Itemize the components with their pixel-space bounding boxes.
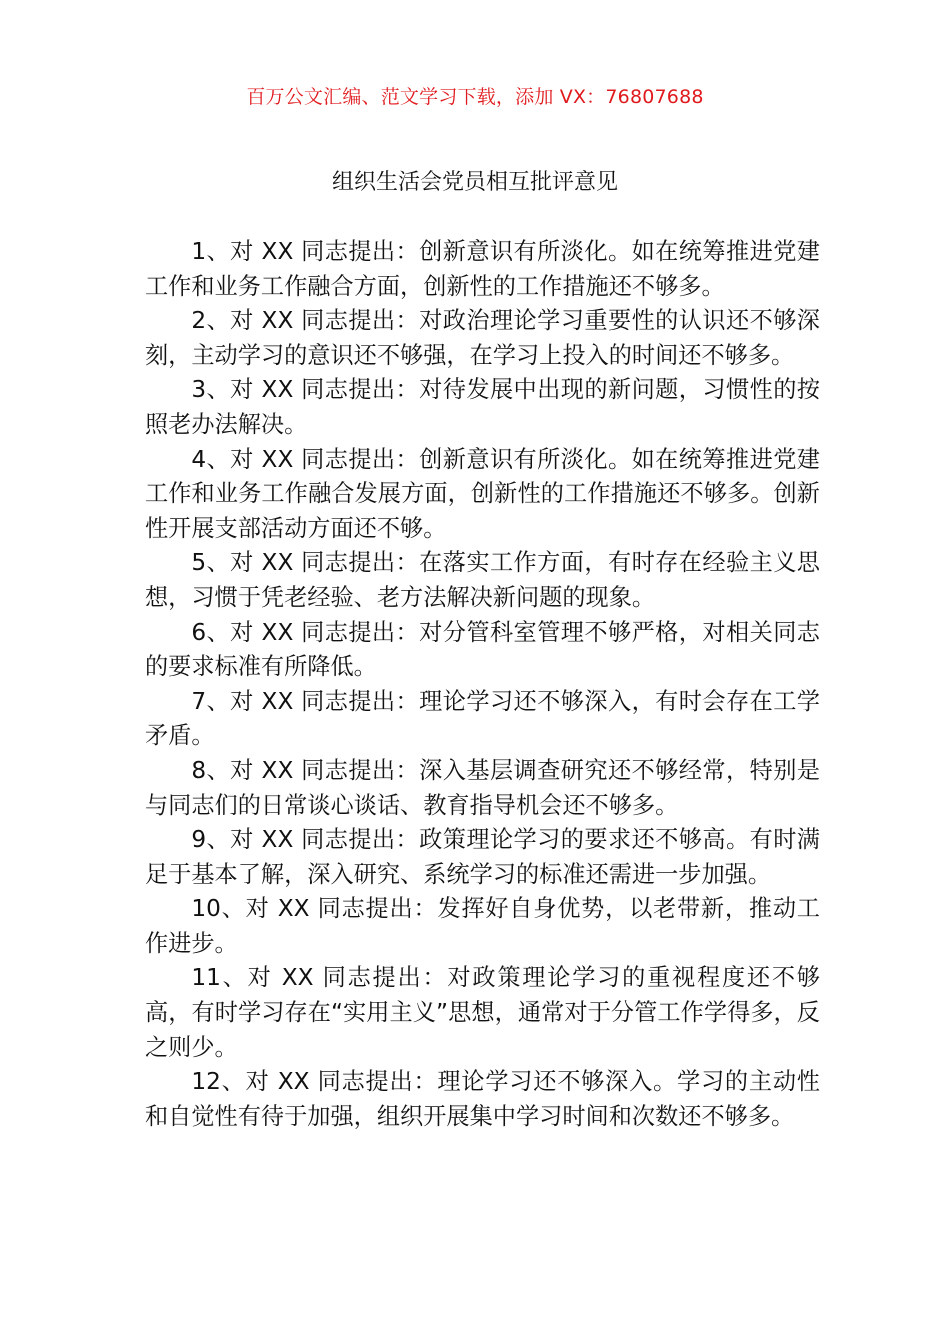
paragraph-7: 7、对 XX 同志提出：理论学习还不够深入，有时会存在工学矛盾。 xyxy=(145,687,820,750)
document-body xyxy=(145,235,820,1134)
paragraph-12: 12、对 XX 同志提出：理论学习还不够深入。学习的主动性和自觉性有待于加强，组织开展集中学习时间和次数还不够多。 xyxy=(145,1068,820,1130)
paragraph-10: 10、对 XX 同志提出：发挥好自身优势，以老带新，推动工作进步。 xyxy=(145,895,820,957)
paragraph-2: 2、对 XX 同志提出：对政治理论学习重要性的认识还不够深刻，主动学习的意识还不够强，在学习上投入的时间还不够多。 xyxy=(145,307,820,369)
paragraph-4: 4、对 XX 同志提出：创新意识有所淡化。如在统筹推进党建工作和业务工作融合发展方面，创新性的工作措施还不够多。创新性开展支部活动方面还不够。 xyxy=(145,445,820,542)
header-banner: 百万公文汇编、范文学习下载，添加 VX：76807688 xyxy=(246,86,704,108)
paragraph-1: 1、对 XX 同志提出：创新意识有所淡化。如在统筹推进党建工作和业务工作融合方面，创新性的工作措施还不够多。 xyxy=(145,238,820,300)
paragraph-9: 9、对 XX 同志提出：政策理论学习的要求还不够高。有时满足于基本了解，深入研究、系统学习的标准还需进一步加强。 xyxy=(145,826,820,888)
paragraph-3: 3、对 XX 同志提出：对待发展中出现的新问题，习惯性的按照老办法解决。 xyxy=(145,376,820,438)
paragraph-11: 11、对 XX 同志提出：对政策理论学习的重视程度还不够高，有时学习存在“实用主义”思想，通常对于分管工作学得多，反之则少。 xyxy=(145,964,820,1061)
page-title: 组织生活会党员相互批评意见 xyxy=(331,170,618,195)
paragraph-8: 8、对 XX 同志提出：深入基层调查研究还不够经常，特别是与同志们的日常谈心谈话、教育指导机会还不够多。 xyxy=(145,756,820,819)
paragraph-6: 6、对 XX 同志提出：对分管科室管理不够严格，对相关同志的要求标准有所降低。 xyxy=(145,618,820,681)
paragraph-5: 5、对 XX 同志提出：在落实工作方面，有时存在经验主义思想，习惯于凭老经验、老方法解决新问题的现象。 xyxy=(145,549,820,611)
